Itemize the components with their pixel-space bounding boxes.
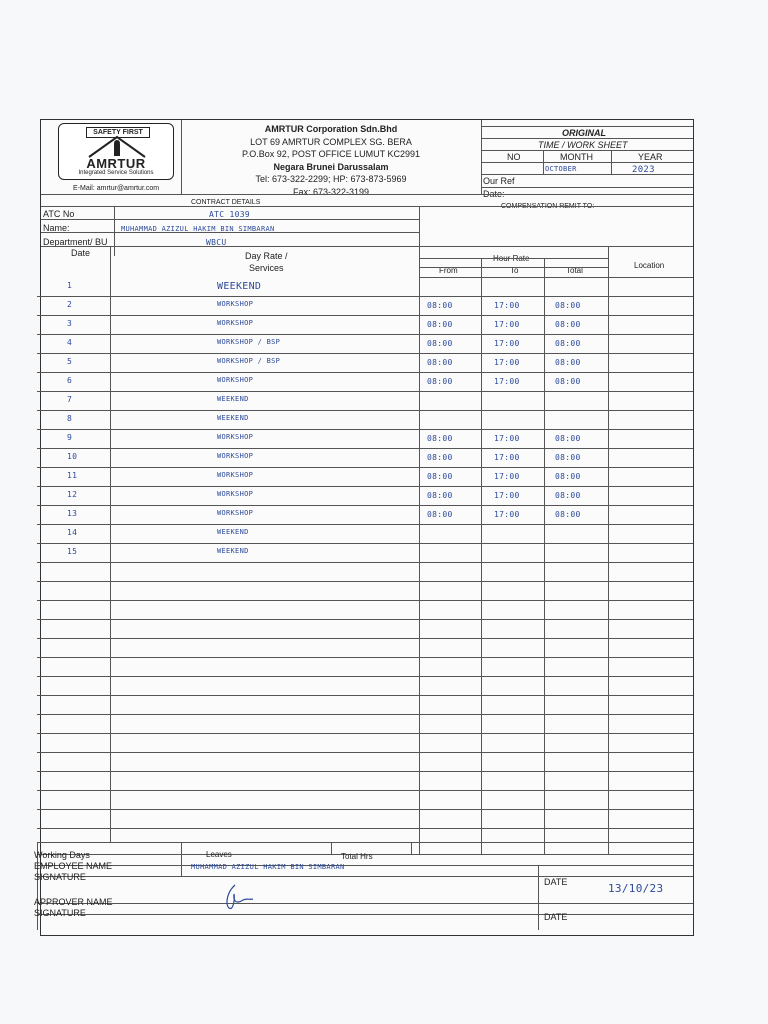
grid-line <box>544 258 545 854</box>
row-service: WORKSHOP <box>217 376 254 384</box>
from-header: From <box>439 266 458 275</box>
row-service: WEEKEND <box>217 528 249 536</box>
hour-rate-header: Hour Rate <box>493 254 530 263</box>
our-ref-label: Our Ref <box>483 176 515 186</box>
grid-line <box>181 120 182 194</box>
row-total: 08:00 <box>555 301 581 310</box>
grid-line <box>37 619 693 620</box>
grid-line <box>37 638 693 639</box>
date-label: DATE <box>544 877 568 887</box>
row-to: 17:00 <box>494 301 520 310</box>
grid-line <box>481 120 482 194</box>
grid-line <box>37 486 693 487</box>
row-day: 11 <box>67 471 78 480</box>
row-from: 08:00 <box>427 510 453 519</box>
row-to: 17:00 <box>494 472 520 481</box>
row-to: 17:00 <box>494 434 520 443</box>
company-address-line1: LOT 69 AMRTUR COMPLEX SG. BERA <box>250 136 412 147</box>
services-header-line1: Day Rate / <box>245 251 288 261</box>
row-from: 08:00 <box>427 434 453 443</box>
grid-line <box>538 865 539 930</box>
company-email: E-Mail: amrtur@amrtur.com <box>73 185 160 192</box>
row-day: 15 <box>67 547 78 556</box>
grid-line <box>37 372 693 373</box>
grid-line <box>37 410 693 411</box>
grid-line <box>608 246 609 854</box>
month-label: MONTH <box>560 152 593 162</box>
grid-line <box>543 150 544 174</box>
grid-line <box>37 771 693 772</box>
leaves-label: Leaves <box>206 850 232 859</box>
grid-line <box>37 581 693 582</box>
row-from: 08:00 <box>427 453 453 462</box>
company-name: AMRTUR Corporation Sdn.Bhd <box>264 124 398 134</box>
grid-line <box>37 429 693 430</box>
grid-line <box>419 206 420 854</box>
timesheet-form <box>34 119 694 936</box>
doc-date-label: Date: <box>483 189 505 199</box>
grid-line <box>41 232 419 233</box>
safety-first-label: SAFETY FIRST <box>86 127 150 138</box>
row-service: WORKSHOP <box>217 490 254 498</box>
row-to: 17:00 <box>494 320 520 329</box>
location-header: Location <box>634 261 665 270</box>
year-value: 2023 <box>632 165 655 175</box>
grid-line <box>37 842 693 843</box>
grid-line <box>41 246 693 247</box>
company-address-line2: P.O.Box 92, POST OFFICE LUMUT KC2991 <box>241 149 421 159</box>
grid-line <box>41 206 693 207</box>
department-label: Department/ BU <box>43 237 108 247</box>
row-to: 17:00 <box>494 491 520 500</box>
row-from: 08:00 <box>427 301 453 310</box>
row-service: WORKSHOP <box>217 452 254 460</box>
no-label: NO <box>507 152 521 162</box>
grid-line <box>419 258 608 259</box>
row-to: 17:00 <box>494 510 520 519</box>
row-total: 08:00 <box>555 510 581 519</box>
row-from: 08:00 <box>427 377 453 386</box>
grid-line <box>419 277 693 278</box>
row-total: 08:00 <box>555 472 581 481</box>
company-info <box>181 123 481 198</box>
grid-line <box>481 162 693 163</box>
row-total: 08:00 <box>555 434 581 443</box>
name-label: Name: <box>43 223 70 233</box>
grid-line <box>41 194 693 195</box>
grid-line <box>37 467 693 468</box>
grid-line <box>331 842 332 854</box>
grid-line <box>37 790 693 791</box>
row-day: 5 <box>67 357 73 366</box>
row-day: 10 <box>67 452 78 461</box>
grid-line <box>181 842 182 876</box>
grid-line <box>37 353 693 354</box>
grid-line <box>37 865 693 866</box>
grid-line <box>37 809 693 810</box>
row-day: 13 <box>67 509 78 518</box>
grid-line <box>37 903 693 904</box>
row-from: 08:00 <box>427 339 453 348</box>
atc-value: ATC 1039 <box>209 210 250 219</box>
grid-line <box>37 876 693 877</box>
employee-name-label: EMPLOYEE NAME <box>34 861 113 871</box>
compensation-header: COMPENSATION REMIT TO: <box>501 203 595 210</box>
grid-line <box>37 334 693 335</box>
grid-line <box>37 391 693 392</box>
name-value: MUHAMMAD AZIZUL HAKIM BIN SIMBARAN <box>121 225 275 233</box>
row-day: 9 <box>67 433 73 442</box>
company-address-line3: Negara Brunei Darussalam <box>273 161 389 172</box>
grid-line <box>481 138 693 139</box>
original-label: ORIGINAL <box>562 128 606 138</box>
department-value: WBCU <box>206 238 227 247</box>
grid-line <box>37 714 693 715</box>
grid-line <box>37 315 693 316</box>
company-fax: Fax: 673-322-3199 <box>292 186 370 197</box>
total-hrs-label: Total Hrs <box>341 852 373 861</box>
row-service: WORKSHOP <box>217 433 254 441</box>
row-service: WORKSHOP / BSP <box>217 357 281 365</box>
grid-line <box>481 258 482 854</box>
row-to: 17:00 <box>494 339 520 348</box>
services-header-line2: Services <box>249 263 284 273</box>
grid-line <box>481 187 693 188</box>
sheet-title: TIME / WORK SHEET <box>538 140 628 150</box>
grid-line <box>37 914 693 915</box>
employee-signature-icon <box>221 882 257 912</box>
signature-label: SIGNATURE <box>34 872 86 882</box>
row-from: 08:00 <box>427 358 453 367</box>
grid-line <box>481 174 693 175</box>
row-service: WEEKEND <box>217 547 249 555</box>
grid-line <box>114 206 115 256</box>
grid-line <box>37 828 693 829</box>
approver-signature-label: SIGNATURE <box>34 908 86 918</box>
grid-line <box>37 657 693 658</box>
company-tel: Tel: 673-322-2299; HP: 673-873-5969 <box>255 174 407 184</box>
row-to: 17:00 <box>494 358 520 367</box>
grid-line <box>37 524 693 525</box>
grid-line <box>37 733 693 734</box>
row-service: WORKSHOP <box>217 319 254 327</box>
grid-line <box>37 448 693 449</box>
grid-line <box>411 842 412 854</box>
row-day: 6 <box>67 376 73 385</box>
row-service: WORKSHOP <box>217 509 254 517</box>
company-logo <box>58 123 174 180</box>
row-day: 12 <box>67 490 78 499</box>
row-service: WORKSHOP <box>217 471 254 479</box>
grid-line <box>37 695 693 696</box>
row-day: 7 <box>67 395 73 404</box>
row-day: 8 <box>67 414 73 423</box>
row-service: WEEKEND <box>217 281 262 292</box>
brand-tagline: Integrated Service Solutions <box>78 170 154 176</box>
grid-line <box>37 543 693 544</box>
approver-name-label: APPROVER NAME <box>34 897 113 907</box>
row-total: 08:00 <box>555 339 581 348</box>
contract-details-header: CONTRACT DETAILS <box>191 199 261 206</box>
year-label: YEAR <box>638 152 663 162</box>
grid-line <box>37 562 693 563</box>
grid-line <box>37 600 693 601</box>
row-total: 08:00 <box>555 491 581 500</box>
date-value: 13/10/23 <box>608 882 664 895</box>
row-from: 08:00 <box>427 320 453 329</box>
total-header: Total <box>566 266 583 275</box>
row-service: WORKSHOP <box>217 300 254 308</box>
row-to: 17:00 <box>494 377 520 386</box>
row-total: 08:00 <box>555 358 581 367</box>
employee-name-value: MUHAMMAD AZIZUL HAKIM BIN SIMBARAN <box>191 863 345 871</box>
grid-line <box>481 150 693 151</box>
row-to: 17:00 <box>494 453 520 462</box>
row-day: 14 <box>67 528 78 537</box>
atc-label: ATC No <box>43 209 75 219</box>
grid-line <box>41 219 419 220</box>
date-header: Date <box>71 248 91 258</box>
to-header: To <box>510 266 519 275</box>
approver-date-label: DATE <box>544 912 568 922</box>
grid-line <box>37 676 693 677</box>
row-from: 08:00 <box>427 491 453 500</box>
month-value: OCTOBER <box>545 165 577 173</box>
row-service: WEEKEND <box>217 414 249 422</box>
grid-line <box>419 267 608 268</box>
row-day: 4 <box>67 338 73 347</box>
row-service: WEEKEND <box>217 395 249 403</box>
row-day: 1 <box>67 281 73 290</box>
row-total: 08:00 <box>555 320 581 329</box>
grid-line <box>611 150 612 174</box>
row-from: 08:00 <box>427 472 453 481</box>
row-total: 08:00 <box>555 453 581 462</box>
row-service: WORKSHOP / BSP <box>217 338 281 346</box>
grid-line <box>37 296 693 297</box>
row-day: 2 <box>67 300 73 309</box>
working-days-label: Working Days <box>34 850 90 860</box>
grid-line <box>481 126 693 127</box>
grid-line <box>37 505 693 506</box>
grid-line <box>37 752 693 753</box>
row-total: 08:00 <box>555 377 581 386</box>
brand-name: AMRTUR <box>86 156 146 171</box>
row-day: 3 <box>67 319 73 328</box>
